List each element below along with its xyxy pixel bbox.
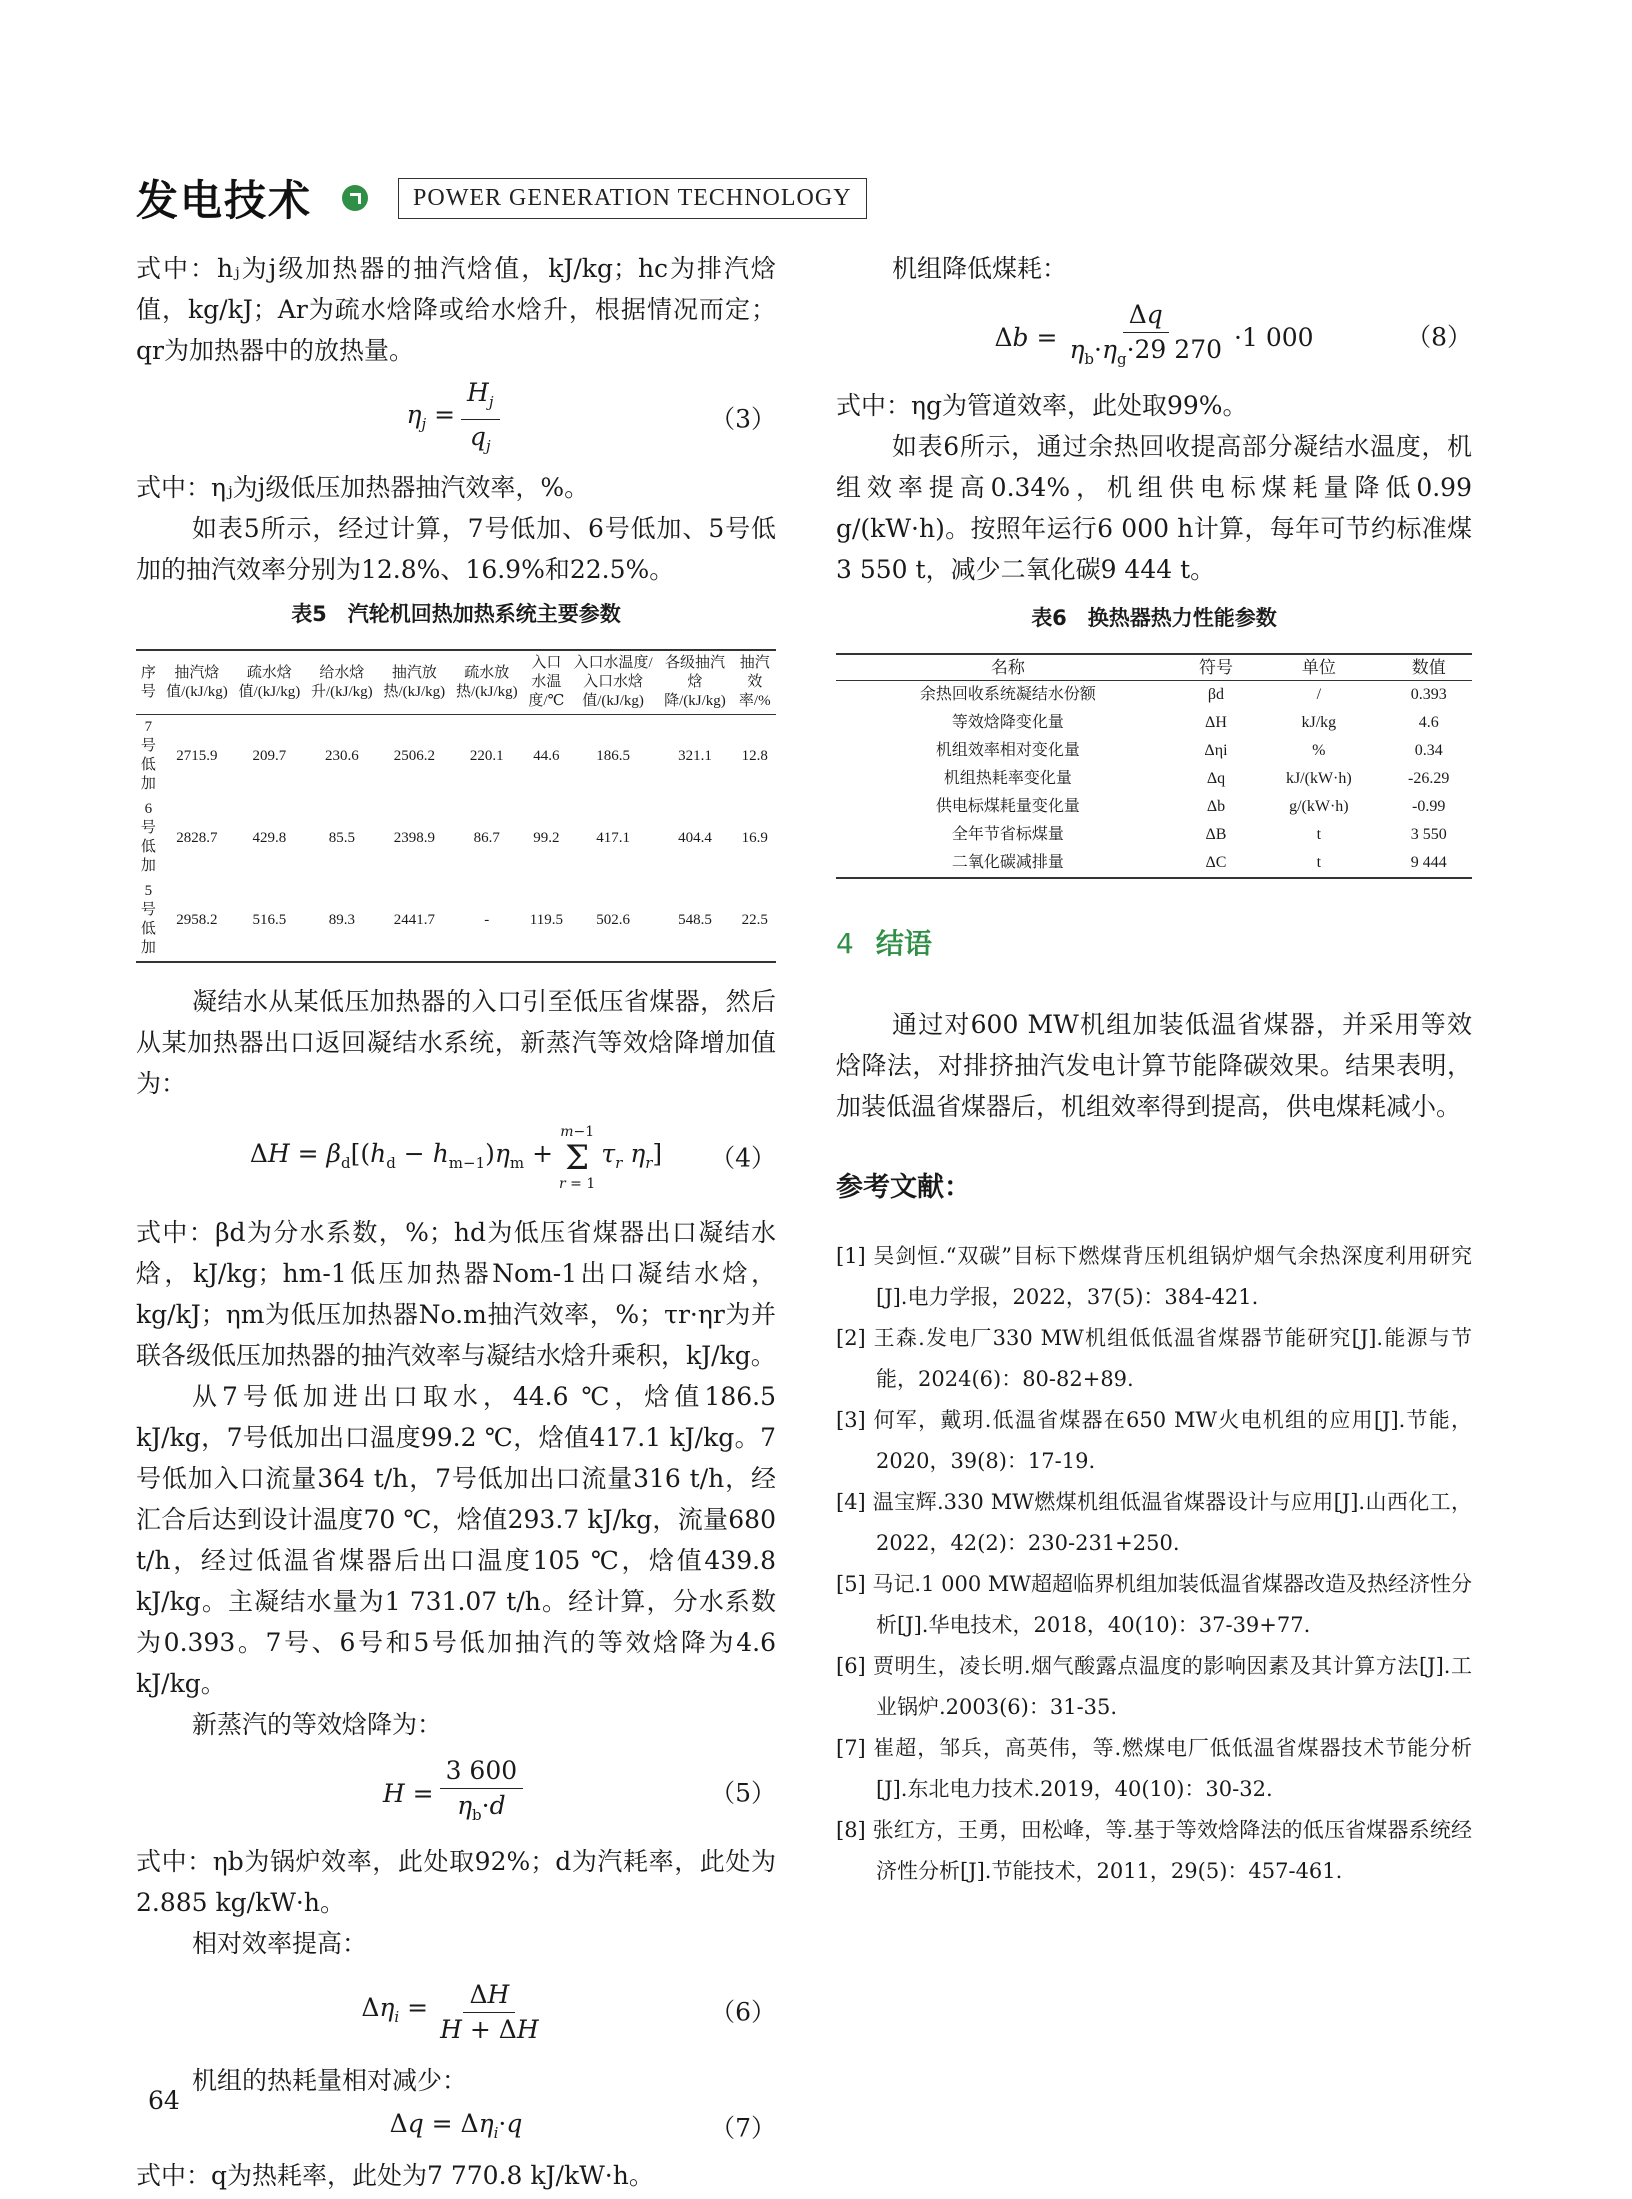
left-column (136, 248, 776, 2196)
table-cell: g/(kW·h) (1289, 798, 1349, 815)
table-cell: kJ/kg (1301, 714, 1337, 731)
equation-5: H = $\frac{3 600}{\eta_b\cdot d}$ （5） (382, 1756, 776, 1824)
table-cell: 供电标煤耗量变化量 (935, 798, 1080, 815)
table-row (836, 793, 1472, 821)
table-cell: 86.7 (473, 829, 500, 846)
table-cell: Δb (1206, 798, 1226, 815)
equation-3: $\eta_j$ = $\frac{H_j}{q_j}$ （3） (406, 377, 776, 455)
equation-6: $\Delta\eta_i$ = $\frac{\Delta H}{H + \Delta H}$ （6） (361, 1979, 776, 2044)
paragraph: 通过对600 MW机组加装低温省煤器，并采用等效焓降法，对排挤抽汽发电计算节能降碳效果。结果表明，加装低温省煤器后，机组效率得到提高，供电煤耗减小。 (836, 1010, 1472, 1121)
table-6-caption: 表6 换热器热力性能参数 (1031, 606, 1277, 630)
table-cell: 机组热耗率变化量 (943, 770, 1072, 787)
paragraph: 式中：ηg为管道效率，此处取99%。 (836, 391, 1248, 420)
journal-header (136, 168, 867, 228)
section-title: 结语 (875, 927, 932, 960)
table-cell: 9 444 (1410, 854, 1447, 871)
table-cell: 12.8 (741, 747, 768, 764)
arrow-circle-icon (342, 185, 368, 211)
table-cell: 516.5 (252, 911, 287, 928)
table-cell: 机组效率相对变化量 (935, 742, 1080, 759)
table-cell: 186.5 (596, 747, 630, 764)
table-header: 各级抽汽焓降/(kJ/kg) (664, 655, 726, 709)
table-row (136, 879, 776, 962)
table-cell: 余热回收系统凝结水份额 (919, 686, 1096, 703)
table-5-caption: 表5 汽轮机回热加热系统主要参数 (291, 602, 621, 626)
table-cell: 2715.9 (176, 747, 218, 764)
reference-item: [2] 王森.发电厂330 MW机组低低温省煤器节能研究[J].能源与节能，2024(6)：80-82+89. (836, 1326, 1472, 1391)
table-cell: βd (1207, 686, 1225, 703)
paragraph: 式中：ηⱼ为j级低压加热器抽汽效率，%。 (136, 473, 590, 502)
table-cell: ΔH (1205, 714, 1227, 731)
reference-item: [5] 马记.1 000 MW超超临界机组加装低温省煤器改造及热经济性分析[J].华电技术，2018，40(10)：37-39+77. (836, 1572, 1472, 1637)
equation-number: （3） (710, 404, 776, 434)
equation-4: $\Delta H = \beta_d[(h_d - h_{m-1})\eta_m$ + m−1 Σ r = 1 $\tau_r$ $\eta_r$] （4） (249, 1124, 776, 1192)
table-cell: -0.99 (1412, 798, 1446, 815)
table-cell: 等效焓降变化量 (951, 714, 1064, 731)
table-cell: 全年节省标煤量 (951, 826, 1064, 843)
table-header-row (136, 650, 776, 715)
section-heading (836, 923, 1472, 964)
table-cell: ΔB (1205, 826, 1227, 843)
paragraph: 机组的热耗量相对减少： (192, 2066, 468, 2095)
table-cell: 99.2 (533, 829, 560, 846)
table-header: 数值 (1411, 658, 1446, 677)
table-header: 给水焓升/(kJ/kg) (311, 664, 373, 700)
equation-number: （6） (710, 1997, 776, 2027)
table-cell: 16.9 (741, 829, 768, 846)
section-number: 4 (836, 927, 854, 960)
table-cell: 209.7 (252, 747, 287, 764)
reference-item: [4] 温宝辉.330 MW燃煤机组低温省煤器设计与应用[J].山西化工，2022，42(2)：230-231+250. (836, 1490, 1472, 1555)
table-cell: % (1312, 742, 1326, 759)
reference-item: [3] 何军，戴玥.低温省煤器在650 MW火电机组的应用[J].节能，2020，39(8)：17-19. (836, 1408, 1472, 1473)
table-cell: 417.1 (596, 829, 630, 846)
table-cell: 2958.2 (176, 911, 218, 928)
table-header: 入口水温度/℃ (528, 655, 565, 709)
table-header: 疏水放热/(kJ/kg) (455, 664, 518, 700)
table-header-row (836, 654, 1472, 681)
table-cell: 2398.9 (393, 829, 435, 846)
table-cell: / (1316, 686, 1322, 703)
table-cell: 7号低加 (140, 719, 156, 792)
table-cell: 548.5 (678, 911, 712, 928)
table-cell: - (484, 911, 490, 928)
reference-item: [1] 吴剑恒.“双碳”目标下燃煤背压机组锅炉烟气余热深度利用研究[J].电力学报，2022，37(5)：384-421. (836, 1244, 1472, 1309)
paragraph: 从7号低加进出口取水，44.6 ℃，焓值186.5 kJ/kg，7号低加出口温度99.2 ℃，焓值417.1 kJ/kg。7号低加入口流量364 t/h，7号低加出口流量316 t/h，经汇合后达到设计温度70 ℃，焓值293.7 kJ/kg，流量680 t/h，经过低温省煤器后出口温度105 ℃，焓值439.8 kJ/kg。主凝结水量为1 731.07 t/h。经计算，分水系数为0.393。7号、6号和5号低加抽汽的等效焓降为4.6 kJ/kg。 (136, 1382, 776, 1698)
equation-number: （8） (1406, 322, 1472, 352)
equation-7: $\Delta q = \Delta\eta_i\cdot q$ （7） (136, 2107, 776, 2149)
table-header: 符号 (1198, 658, 1233, 677)
table-row (836, 765, 1472, 793)
table-cell: t (1316, 826, 1322, 843)
table-row (136, 797, 776, 879)
page-number: 64 (148, 2086, 180, 2115)
table-cell: 3 550 (1410, 826, 1447, 843)
table-cell: -26.29 (1408, 770, 1450, 787)
paragraph: 机组降低煤耗： (892, 254, 1068, 283)
table-row (836, 821, 1472, 849)
right-column (836, 248, 1472, 1892)
table-cell: 85.5 (328, 829, 355, 846)
paragraph: 相对效率提高： (192, 1929, 368, 1958)
table-cell: Δηi (1204, 742, 1228, 759)
paragraph: 如表6所示，通过余热回收提高部分凝结水温度，机组效率提高0.34%，机组供电标煤耗量降低0.99 g/(kW·h)。按照年运行6 000 h计算，每年可节约标准煤3 550 t，减少二氧化碳9 444 t。 (836, 432, 1472, 584)
table-cell: kJ/(kW·h) (1285, 770, 1352, 787)
equation-8: Δb = $\frac{\Delta q}{\eta_b\cdot\eta_g\cdot 29 270}$ ·1 000 （8） (994, 300, 1472, 368)
paragraph: 式中：βd为分水系数，%；hd为低压省煤器出口凝结水焓，kJ/kg；hm-1低压加热器Nom-1出口凝结水焓，kg/kJ；ηm为低压加热器No.m抽汽效率，%；τr·ηr为并联各级低压加热器的抽汽效率与凝结水焓升乘积，kJ/kg。 (136, 1218, 776, 1370)
equation-number: （7） (710, 2113, 776, 2143)
paragraph: 凝结水从某低压加热器的入口引至低压省煤器，然后从某加热器出口返回凝结水系统，新蒸汽等效焓降增加值为： (136, 987, 776, 1098)
equation-number: （4） (710, 1143, 776, 1173)
paragraph: 式中：ηb为锅炉效率，此处取92%；d为汽耗率，此处为2.885 kg/kW·h。 (136, 1847, 776, 1917)
table-cell: ΔC (1205, 854, 1227, 871)
table-cell: 0.393 (1410, 686, 1447, 703)
table-header: 抽汽放热/(kJ/kg) (383, 664, 446, 700)
table-cell: 404.4 (678, 829, 712, 846)
table-row (136, 715, 776, 798)
table-header: 单位 (1301, 658, 1336, 677)
equation-number: （5） (710, 1778, 776, 1808)
table-cell: 321.1 (678, 747, 712, 764)
table-cell: 2828.7 (176, 829, 218, 846)
table-row (836, 709, 1472, 737)
table-cell: 5号低加 (140, 883, 156, 956)
table-header: 序号 (140, 664, 156, 700)
table-5 (136, 649, 776, 963)
table-cell: 89.3 (328, 911, 355, 928)
table-cell: 220.1 (469, 747, 504, 764)
table-cell: 44.6 (533, 747, 560, 764)
table-cell: 6号低加 (140, 801, 156, 874)
table-cell: 2441.7 (393, 911, 435, 928)
table-cell: Δq (1206, 770, 1226, 787)
table-cell: 2506.2 (393, 747, 435, 764)
table-row (836, 849, 1472, 878)
table-header: 疏水焓值/(kJ/kg) (238, 664, 301, 700)
table-cell: 22.5 (741, 911, 768, 928)
table-cell: 502.6 (596, 911, 630, 928)
paragraph: 式中：hⱼ为j级加热器的抽汽焓值，kJ/kg；hc为排汽焓值，kg/kJ；Ar为疏水焓降或给水焓升，根据情况而定；qr为加热器中的放热量。 (136, 254, 776, 365)
reference-item: [8] 张红方，王勇，田松峰，等.基于等效焓降法的低压省煤器系统经济性分析[J].节能技术，2011，29(5)：457-461. (836, 1818, 1472, 1883)
table-row (836, 681, 1472, 710)
paragraph: 式中：q为热耗率，此处为7 770.8 kJ/kW·h。 (136, 2161, 654, 2190)
table-header: 名称 (990, 658, 1025, 677)
table-cell: 4.6 (1418, 714, 1439, 731)
table-cell: 0.34 (1414, 742, 1443, 759)
table-header: 入口水温度/入口水焓值/(kJ/kg) (573, 655, 653, 709)
table-cell: 429.8 (252, 829, 287, 846)
table-header: 抽汽焓值/(kJ/kg) (166, 664, 228, 700)
table-cell: 二氧化碳减排量 (951, 854, 1064, 871)
references-heading: 参考文献： (836, 1172, 971, 1203)
reference-item: [7] 崔超，邹兵，高英伟，等.燃煤电厂低低温省煤器技术节能分析[J].东北电力技术.2019，40(10)：30-32. (836, 1736, 1472, 1801)
table-6 (836, 653, 1472, 879)
table-row (836, 737, 1472, 765)
table-cell: 119.5 (529, 911, 563, 928)
table-cell: t (1316, 854, 1322, 871)
table-cell: 230.6 (324, 747, 359, 764)
paragraph: 如表5所示，经过计算，7号低加、6号低加、5号低加的抽汽效率分别为12.8%、16.9%和22.5%。 (136, 514, 776, 584)
journal-brand: 发电技术 (136, 176, 313, 225)
reference-item: [6] 贾明生，凌长明.烟气酸露点温度的影响因素及其计算方法[J].工业锅炉.2003(6)：31-35. (836, 1654, 1472, 1719)
journal-english-title: POWER GENERATION TECHNOLOGY (398, 178, 867, 219)
paragraph: 新蒸汽的等效焓降为： (192, 1710, 443, 1739)
table-header: 抽汽效率/% (738, 655, 771, 709)
